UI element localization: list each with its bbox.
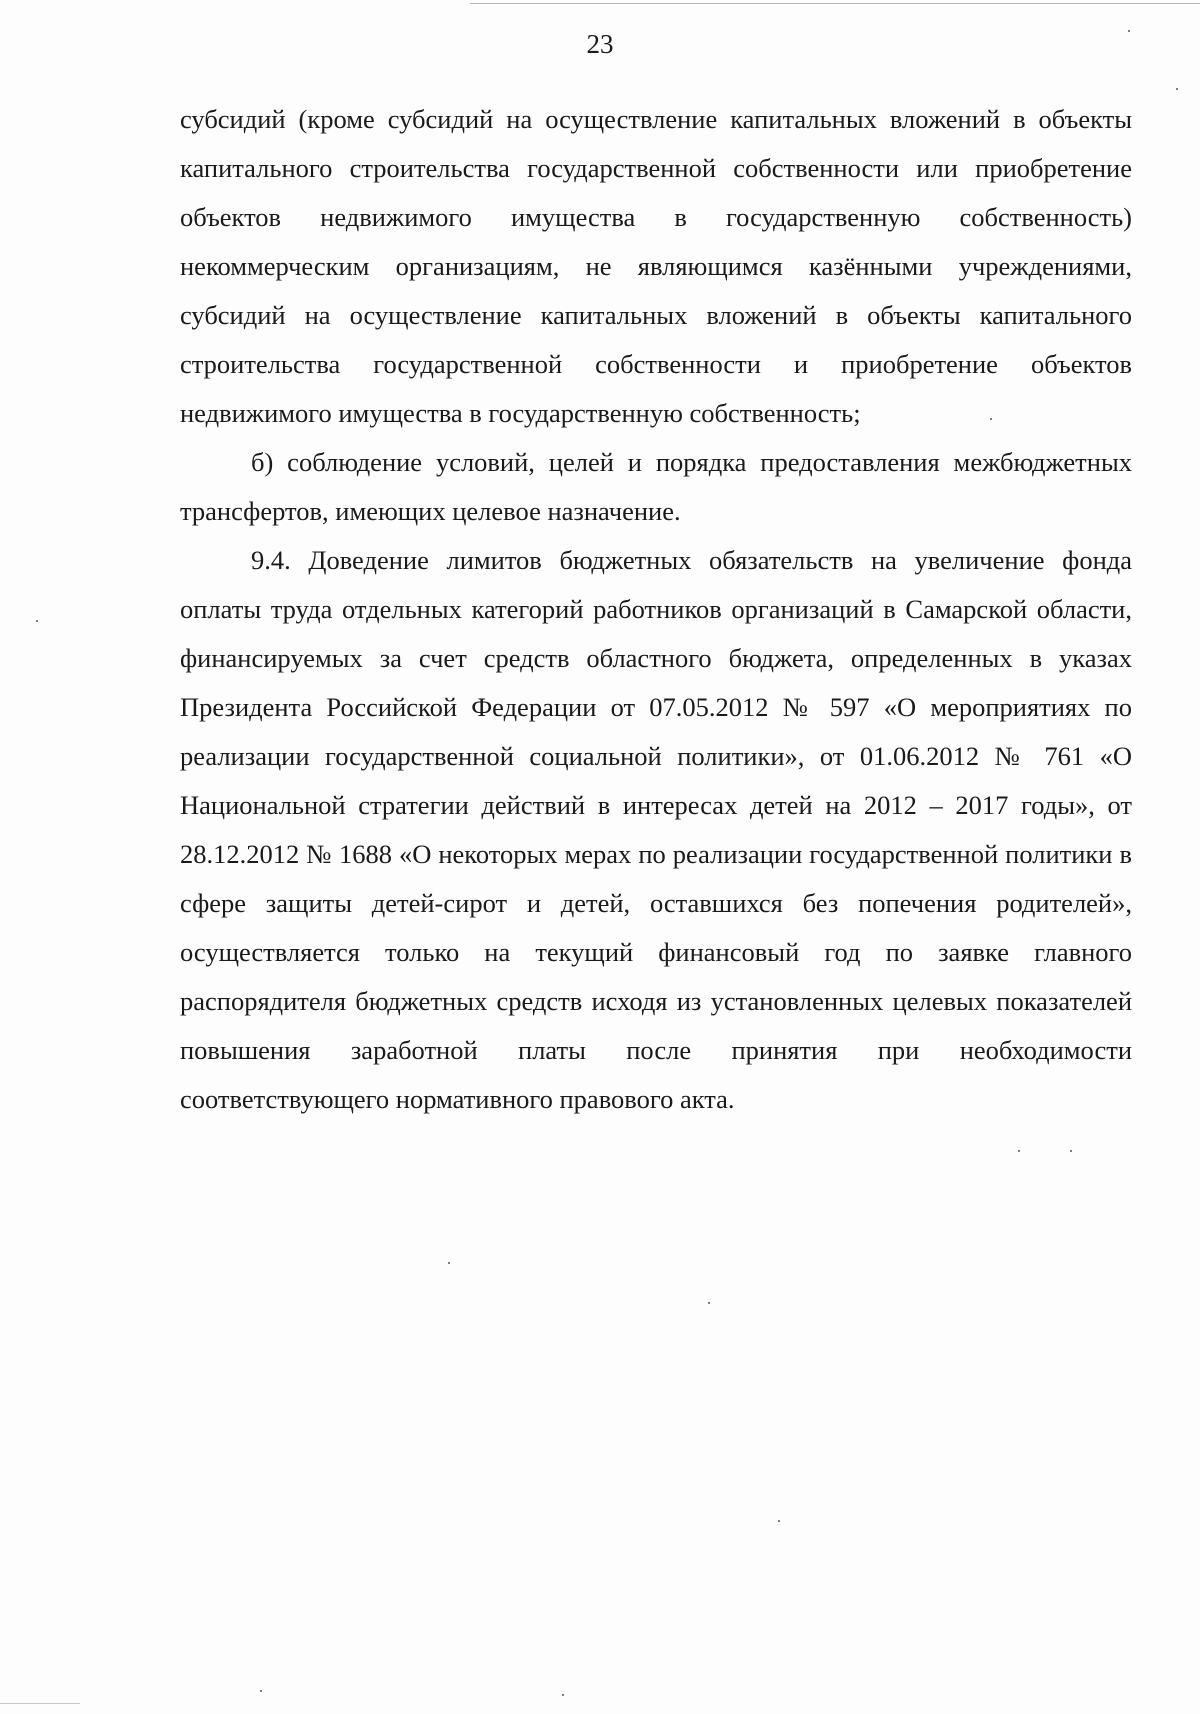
scan-speck [1070, 1150, 1072, 1152]
scan-speck [260, 1690, 262, 1692]
paragraph-item-b: б) соблюдение условий, целей и порядка предоставления межбюджетных трансфертов, имеющих целевое назначение. [180, 447, 1132, 526]
scan-speck [1128, 30, 1130, 32]
scan-speck [778, 1520, 780, 1522]
scan-bottom-edge [0, 1703, 80, 1704]
paragraph-continuation: субсидий (кроме субсидий на осуществление капитальных вложений в объекты капитального строительства государственной собственности или приобретение объектов недвижимого имущества в государственную собственность) некоммерческим организациям, не являющимся казёнными учреждениями, субсидий на осуществление капитальных вложений в объекты капитального строительства государственной собственности и приобретение объектов недвижимого имущества в государственную собственность; [180, 104, 1132, 428]
paragraph-9-4: 9.4. Доведение лимитов бюджетных обязательств на увеличение фонда оплаты труда отдельных категорий работников организаций в Самарской области, финансируемых за счет средств областного бюджета, определенных в указах Президента Российской Федерации от 07.05.2012 № 597 «О мероприятиях по реализации государственной социальной политики», от 01.06.2012 № 761 «О Национальной стратегии действий в интересах детей на 2012 – 2017 годы», от 28.12.2012 № 1688 «О некоторых мерах по реализации государственной политики в сфере защиты детей-сирот и детей, оставшихся без попечения родителей», осуществляется только на текущий финансовый год по заявке главного распорядителя бюджетных средств исходя из установленных целевых показателей повышения заработной платы после принятия при необходимости соответствующего нормативного правового акта. [180, 545, 1132, 1114]
page-number: 23 [586, 29, 614, 59]
scan-speck [990, 418, 992, 420]
document-body [180, 95, 1132, 1124]
scan-top-edge [470, 3, 1200, 4]
scan-speck [448, 1262, 450, 1264]
scan-speck [562, 1694, 564, 1696]
scan-speck [1018, 1150, 1020, 1152]
scan-speck [36, 620, 38, 622]
scan-speck [1176, 88, 1178, 90]
scan-speck [708, 1302, 710, 1304]
